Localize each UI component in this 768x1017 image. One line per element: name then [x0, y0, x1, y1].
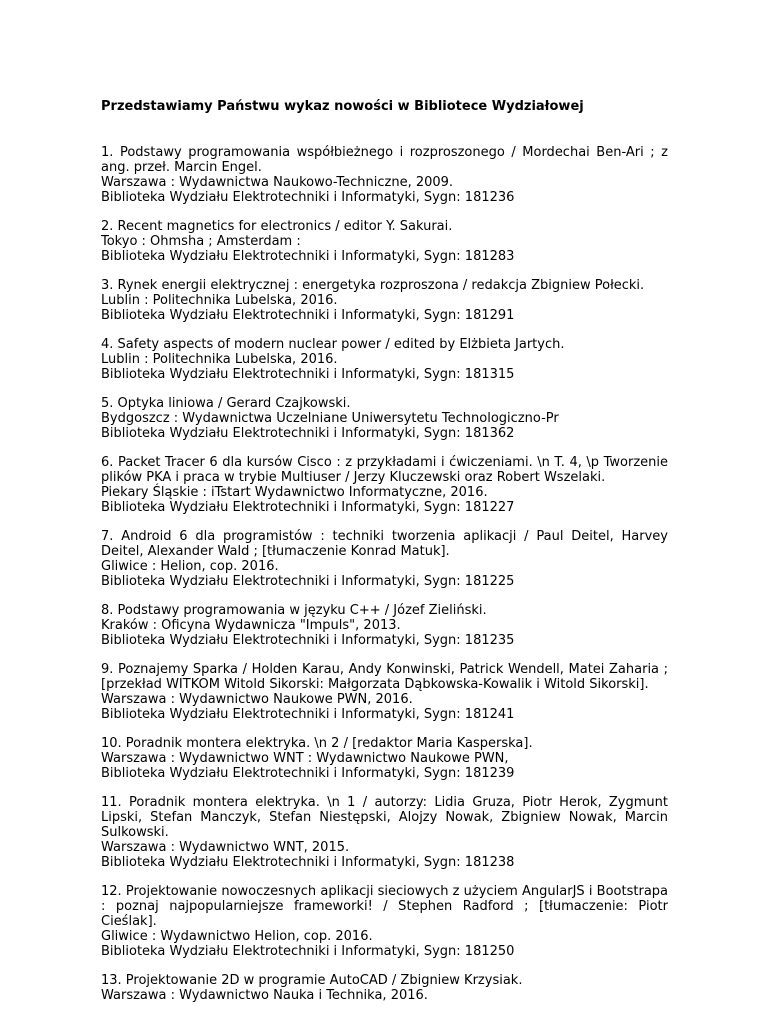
list-item	[101, 973, 668, 1003]
book-publisher: Warszawa : Wydawnictwo Nauka i Technika, 2016.	[101, 988, 428, 1003]
list-item	[101, 278, 668, 323]
book-description: 12. Projektowanie nowoczesnych aplikacji sieciowych z użyciem AngularJS i Bootstrapa : poznaj najpopularniejsze frameworki! / Stephen Radford ; [tłumaczenie: Piotr Cieślak].	[101, 884, 668, 929]
book-description: 6. Packet Tracer 6 dla kursów Cisco : z przykładami i ćwiczeniami. \n T. 4, \p Tworzenie plików PKA i praca w trybie Multiuser / Jerzy Kluczewski oraz Robert Wszelaki.	[101, 455, 668, 485]
book-publisher: Warszawa : Wydawnictwa Naukowo-Techniczne, 2009.	[101, 175, 454, 190]
book-publisher: Gliwice : Helion, cop. 2016.	[101, 559, 279, 574]
list-item	[101, 884, 668, 959]
book-location: Biblioteka Wydziału Elektrotechniki i Informatyki, Sygn: 181236	[101, 190, 515, 205]
book-description: 9. Poznajemy Sparka / Holden Karau, Andy Konwinski, Patrick Wendell, Matei Zaharia ; [przekład WITKOM Witold Sikorski: Małgorzata Dąbkowska-Kowalik i Witold Sikorski].	[101, 662, 668, 692]
book-description: 2. Recent magnetics for electronics / editor Y. Sakurai.	[101, 219, 453, 234]
book-description: 1. Podstawy programowania współbieżnego i rozproszonego / Mordechai Ben-Ari ; z ang. przeł. Marcin Engel.	[101, 145, 668, 175]
book-description: 10. Poradnik montera elektryka. \n 2 / [redaktor Maria Kasperska].	[101, 736, 533, 751]
book-publisher: Kraków : Oficyna Wydawnicza "Impuls", 2013.	[101, 618, 401, 633]
list-item	[101, 337, 668, 382]
list-item	[101, 662, 668, 722]
book-description: 13. Projektowanie 2D w programie AutoCAD / Zbigniew Krzysiak.	[101, 973, 523, 988]
book-location: Biblioteka Wydziału Elektrotechniki i Informatyki, Sygn: 181362	[101, 426, 515, 441]
book-location: Biblioteka Wydziału Elektrotechniki i Informatyki, Sygn: 181315	[101, 367, 515, 382]
book-location: Biblioteka Wydziału Elektrotechniki i Informatyki, Sygn: 181238	[101, 855, 515, 870]
book-description: 11. Poradnik montera elektryka. \n 1 / autorzy: Lidia Gruza, Piotr Herok, Zygmunt Lipski, Stefan Manczyk, Stefan Niestępski, Alojzy Nowak, Zbigniew Nowak, Marcin Sulkowski.	[101, 795, 668, 840]
book-location: Biblioteka Wydziału Elektrotechniki i Informatyki, Sygn: 181241	[101, 707, 515, 722]
list-item	[101, 736, 668, 781]
book-description: 3. Rynek energii elektrycznej : energetyka rozproszona / redakcja Zbigniew Połecki.	[101, 278, 645, 293]
list-item	[101, 455, 668, 515]
new-books-list	[101, 145, 668, 1017]
document-title: Przedstawiamy Państwu wykaz nowości w Bibliotece Wydziałowej	[101, 99, 584, 114]
book-location: Biblioteka Wydziału Elektrotechniki i Informatyki, Sygn: 181227	[101, 500, 515, 515]
book-description: 7. Android 6 dla programistów : techniki tworzenia aplikacji / Paul Deitel, Harvey Deitel, Alexander Wald ; [tłumaczenie Konrad Matuk].	[101, 529, 668, 559]
book-publisher: Gliwice : Wydawnictwo Helion, cop. 2016.	[101, 929, 373, 944]
book-location: Biblioteka Wydziału Elektrotechniki i Informatyki, Sygn: 181235	[101, 633, 515, 648]
book-location: Biblioteka Wydziału Elektrotechniki i Informatyki, Sygn: 181283	[101, 249, 515, 264]
book-publisher: Lublin : Politechnika Lubelska, 2016.	[101, 352, 338, 367]
book-publisher: Warszawa : Wydawnictwo Naukowe PWN, 2016.	[101, 692, 413, 707]
list-item	[101, 145, 668, 205]
list-item	[101, 795, 668, 870]
book-location: Biblioteka Wydziału Elektrotechniki i Informatyki, Sygn: 181239	[101, 766, 515, 781]
book-publisher: Piekary Śląskie : iTstart Wydawnictwo Informatyczne, 2016.	[101, 485, 488, 500]
book-publisher: Warszawa : Wydawnictwo WNT : Wydawnictwo Naukowe PWN,	[101, 751, 509, 766]
book-publisher: Bydgoszcz : Wydawnictwa Uczelniane Uniwersytetu Technologiczno-Pr	[101, 411, 559, 426]
book-publisher: Tokyo : Ohmsha ; Amsterdam :	[101, 234, 301, 249]
list-item	[101, 219, 668, 264]
list-item	[101, 396, 668, 441]
book-location: Biblioteka Wydziału Elektrotechniki i Informatyki, Sygn: 181250	[101, 944, 515, 959]
book-publisher: Lublin : Politechnika Lubelska, 2016.	[101, 293, 338, 308]
book-publisher: Warszawa : Wydawnictwo WNT, 2015.	[101, 840, 350, 855]
book-description: 4. Safety aspects of modern nuclear power / edited by Elżbieta Jartych.	[101, 337, 565, 352]
book-location: Biblioteka Wydziału Elektrotechniki i Informatyki, Sygn: 181291	[101, 308, 515, 323]
book-description: 5. Optyka liniowa / Gerard Czajkowski.	[101, 396, 351, 411]
list-item	[101, 603, 668, 648]
book-location: Biblioteka Wydziału Elektrotechniki i Informatyki, Sygn: 181225	[101, 574, 515, 589]
list-item	[101, 529, 668, 589]
book-description: 8. Podstawy programowania w języku C++ / Józef Zieliński.	[101, 603, 487, 618]
